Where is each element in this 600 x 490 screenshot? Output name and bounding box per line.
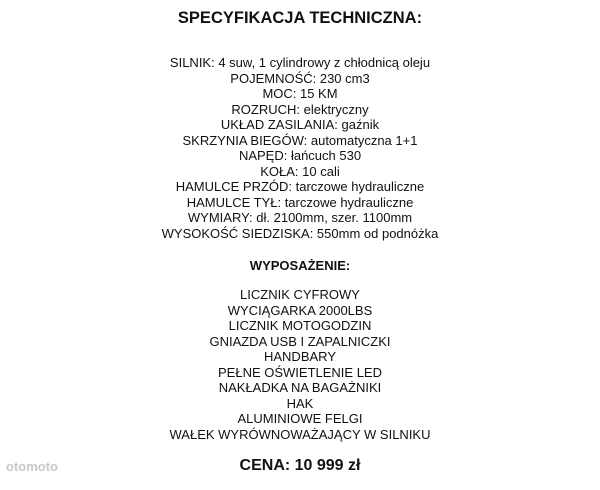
- spec-list: [0, 55, 600, 241]
- spec-line: ROZRUCH: elektryczny: [231, 101, 369, 117]
- equipment-item: WAŁEK WYRÓWNOWAŻAJĄCY W SILNIKU: [169, 426, 431, 442]
- equipment-item: LICZNIK MOTOGODZIN: [228, 318, 372, 333]
- spec-line: SILNIK: 4 suw, 1 cylindrowy z chłodnicą oleju: [169, 55, 431, 70]
- equipment-item: HAK: [286, 395, 314, 411]
- equipment-item: LICZNIK CYFROWY: [240, 287, 360, 302]
- spec-line: HAMULCE PRZÓD: tarczowe hydrauliczne: [175, 179, 425, 194]
- equipment-title: WYPOSAŻENIE:: [249, 258, 351, 273]
- watermark-logo: otomoto: [6, 459, 58, 474]
- equipment-item: PEŁNE OŚWIETLENIE LED: [218, 364, 382, 380]
- equipment-item: NAKŁADKA NA BAGAŻNIKI: [218, 380, 382, 395]
- equipment-item: ALUMINIOWE FELGI: [237, 411, 363, 426]
- spec-line: WYMIARY: dł. 2100mm, szer. 1100mm: [187, 210, 413, 225]
- spec-line: UKŁAD ZASILANIA: gaźnik: [220, 117, 380, 132]
- spec-line: KOŁA: 10 cali: [260, 163, 340, 179]
- equipment-item: HANDBARY: [263, 349, 336, 364]
- price-label: CENA: 10 999 zł: [239, 457, 361, 474]
- spec-title: SPECYFIKACJA TECHNICZNA:: [177, 9, 423, 27]
- spec-line: SKRZYNIA BIEGÓW: automatyczna 1+1: [182, 132, 418, 148]
- spec-line: WYSOKOŚĆ SIEDZISKA: 550mm od podnóżka: [161, 225, 439, 241]
- spec-line: MOC: 15 KM: [262, 86, 338, 101]
- spec-line: NAPĘD: łańcuch 530: [238, 148, 362, 163]
- equipment-item: WYCIĄGARKA 2000LBS: [227, 302, 373, 318]
- equipment-list: [0, 287, 600, 442]
- spec-line: POJEMNOŚĆ: 230 cm3: [230, 70, 370, 86]
- spec-line: HAMULCE TYŁ: tarczowe hydrauliczne: [186, 194, 414, 210]
- equipment-item: GNIAZDA USB I ZAPALNICZKI: [209, 333, 391, 349]
